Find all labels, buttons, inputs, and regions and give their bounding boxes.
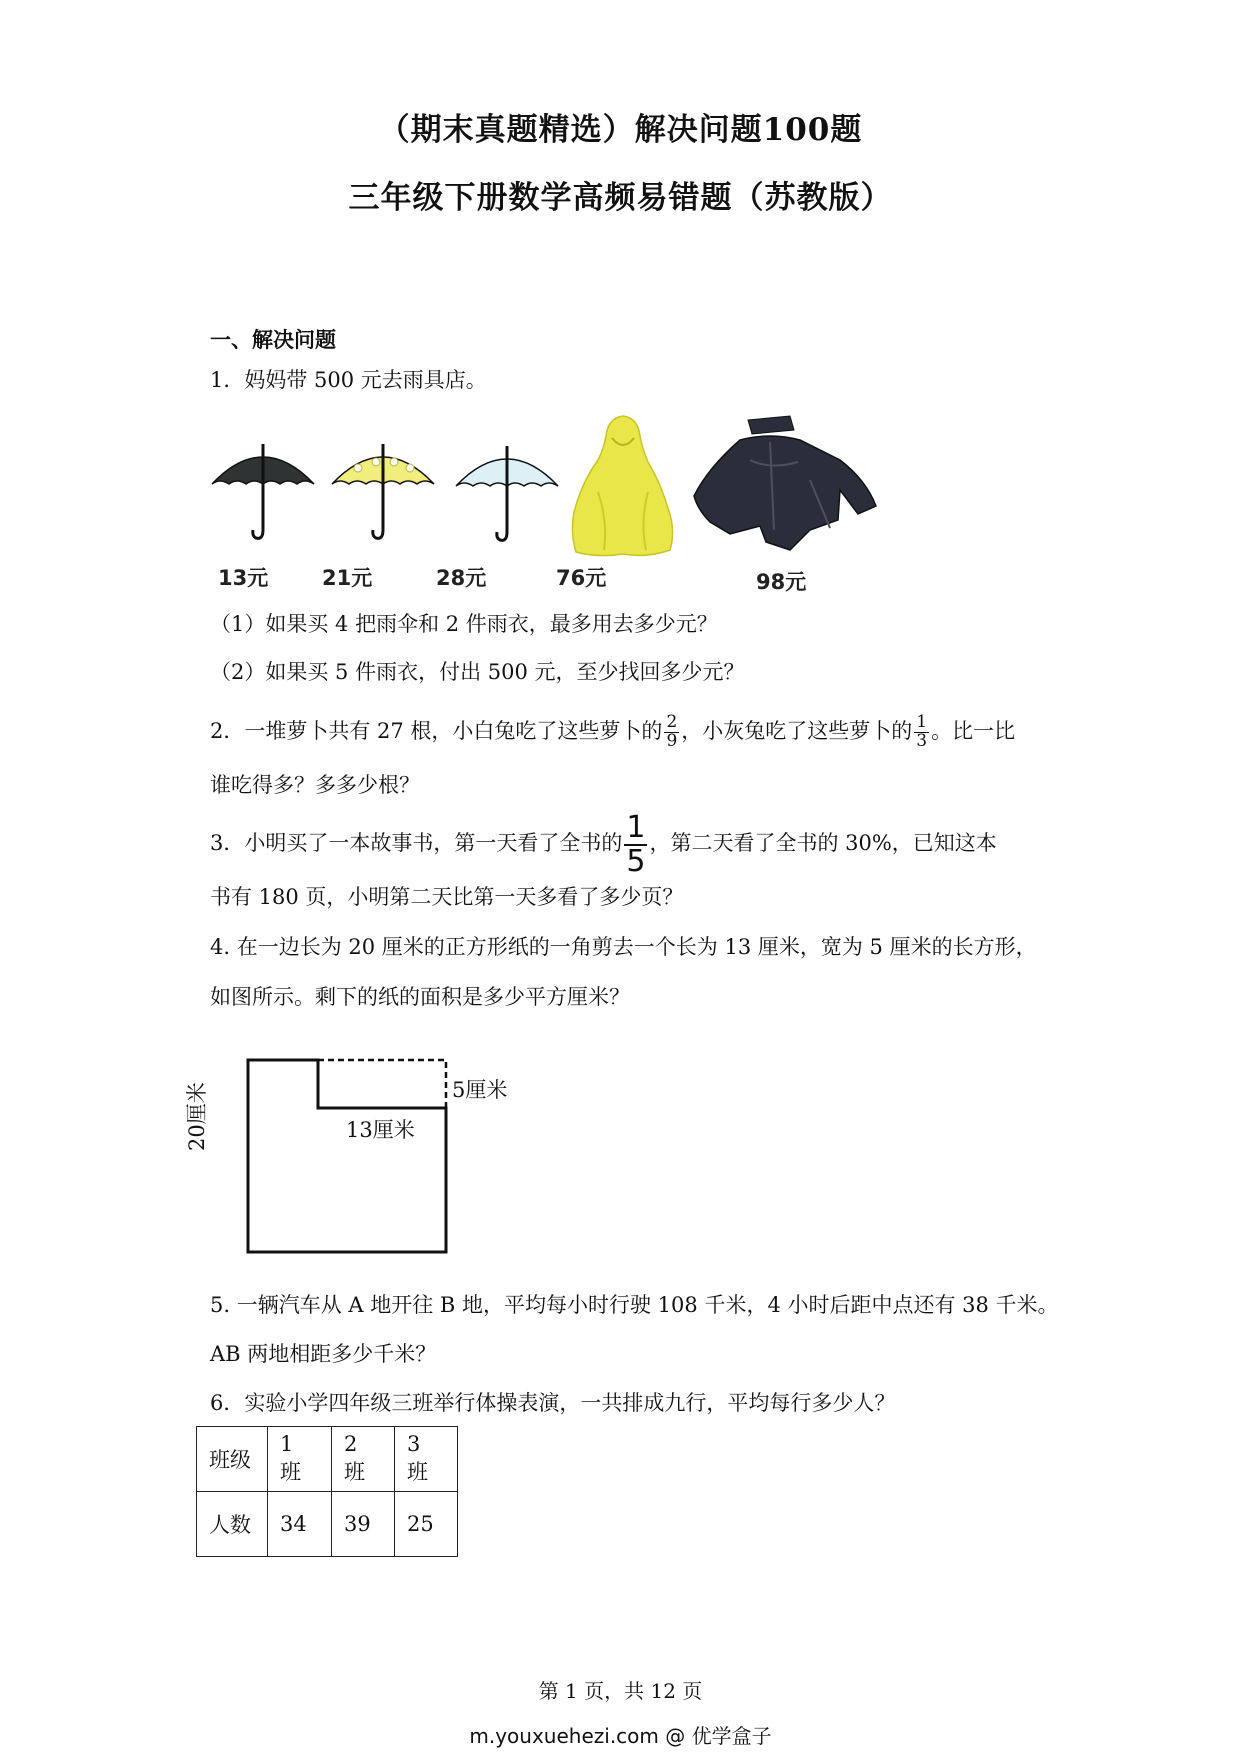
class-count-table [196, 1426, 458, 1557]
label-side-20cm: 20厘米 [185, 1082, 209, 1151]
question-6-line-1: 6．实验小学四年级三班举行体操表演，一共排成九行，平均每行多少人？ [210, 1391, 896, 1415]
table-header-cell: 班级 [197, 1427, 268, 1492]
price-label-yellow-umbrella: 21元 [322, 566, 373, 590]
label-width-5cm: 5厘米 [452, 1078, 508, 1102]
question-3-line-2: 书有 180 页，小明第二天比第一天多看了多少页？ [210, 885, 684, 909]
table-cell: 25 [395, 1492, 458, 1557]
question-3-text-a: 3．小明买了一本故事书，第一天看了全书的 [210, 831, 623, 855]
table-cell: 34 [268, 1492, 332, 1557]
table-cell: 人数 [197, 1492, 268, 1557]
page-number: 第 1 页，共 12 页 [538, 1679, 703, 1703]
question-1-part-1: （1）如果买 4 把雨伞和 2 件雨衣，最多用去多少元？ [210, 612, 718, 636]
fraction-numerator: 2 [666, 712, 678, 733]
fraction-numerator: 1 [626, 810, 646, 845]
price-label-black-umbrella: 13元 [218, 566, 269, 590]
fraction-one-fifth [624, 812, 647, 877]
page-subtitle: 三年级下册数学高频易错题（苏教版） [348, 180, 893, 216]
q1-product-images [208, 412, 888, 592]
light-blue-umbrella-icon [452, 442, 562, 552]
question-2-text-b: ，小灰兔吃了这些萝卜的 [681, 719, 913, 743]
fraction-denominator: 3 [916, 731, 928, 751]
question-2-line-2: 谁吃得多？多多少根？ [210, 773, 420, 797]
table-header-cell: 2 班 [332, 1427, 395, 1492]
dark-raincoat-set-icon [690, 410, 880, 560]
fraction-denominator: 9 [666, 731, 678, 751]
question-4-line-1: 4. 在一边长为 20 厘米的正方形纸的一角剪去一个长为 13 厘米，宽为 5 厘米的长方形， [210, 935, 1037, 959]
price-label-blue-umbrella: 28元 [436, 566, 487, 590]
table-header-cell: 3 班 [395, 1427, 458, 1492]
table-header-cell: 1 班 [268, 1427, 332, 1492]
label-length-13cm: 13厘米 [346, 1118, 415, 1142]
price-label-dark-raincoat: 98元 [756, 570, 807, 594]
site-watermark: m.youxuehezi.com @ 优学盒子 [469, 1724, 772, 1748]
table-row [197, 1492, 458, 1557]
price-label-yellow-raincoat: 76元 [556, 566, 607, 590]
question-1-part-2: （2）如果买 5 件雨衣，付出 500 元，至少找回多少元？ [210, 660, 745, 684]
table-cell: 39 [332, 1492, 395, 1557]
fraction-denominator: 5 [626, 843, 646, 879]
yellow-umbrella-icon [328, 440, 438, 550]
question-2-text-c: 。比一比 [931, 719, 1016, 743]
fraction-one-third [914, 714, 929, 751]
question-2-line-1 [210, 706, 1015, 756]
black-umbrella-icon [208, 440, 318, 550]
question-1-stem: 1．妈妈带 500 元去雨具店。 [210, 368, 487, 392]
question-3-line-1 [210, 812, 997, 877]
fraction-numerator: 1 [916, 712, 928, 733]
section-heading: 一、解决问题 [210, 327, 336, 352]
table-header-row [197, 1427, 458, 1492]
page-title: （期末真题精选）解决问题100题 [378, 112, 863, 148]
question-5-line-2: AB 两地相距多少千米？ [210, 1342, 437, 1366]
question-5-line-1: 5. 一辆汽车从 A 地开往 B 地，平均每小时行驶 108 千米，4 小时后距中点还有 38 千米。 [210, 1293, 1059, 1317]
yellow-raincoat-icon [568, 412, 678, 562]
fraction-two-ninths [664, 714, 679, 751]
question-3-text-b: ，第二天看了全书的 30%，已知这本 [649, 831, 997, 855]
question-4-line-2: 如图所示。剩下的纸的面积是多少平方厘米？ [210, 985, 630, 1009]
question-2-text-a: 2．一堆萝卜共有 27 根，小白兔吃了这些萝卜的 [210, 719, 663, 743]
